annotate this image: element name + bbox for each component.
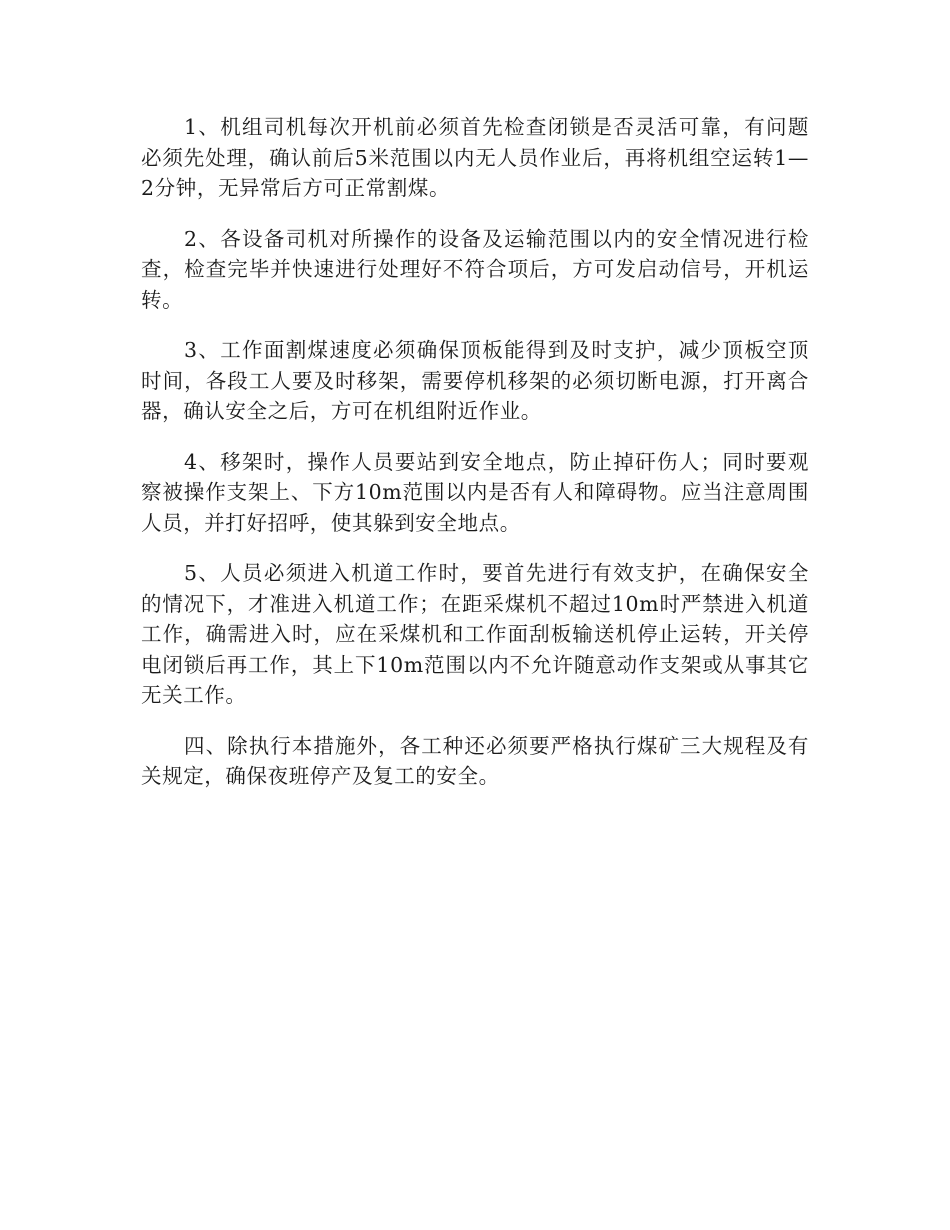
paragraph-5: 5、人员必须进入机道工作时，要首先进行有效支护，在确保安全的情况下，才准进入机道工作；在距采煤机不超过10m时严禁进入机道工作，确需进入时，应在采煤机和工作面刮板输送机停止运转，开关停电闭锁后再工作，其上下10m范围以内不允许随意动作支架或从事其它无关工作。 <box>141 561 809 707</box>
paragraph-4: 4、移架时，操作人员要站到安全地点，防止掉矸伤人；同时要观察被操作支架上、下方10m范围以内是否有人和障碍物。应当注意周围人员，并打好招呼，使其躲到安全地点。 <box>141 449 809 535</box>
paragraph-3: 3、工作面割煤速度必须确保顶板能得到及时支护，减少顶板空顶时间，各段工人要及时移架，需要停机移架的必须切断电源，打开离合器，确认安全之后，方可在机组附近作业。 <box>141 338 809 423</box>
paragraph-closing: 四、除执行本措施外，各工种还必须要严格执行煤矿三大规程及有关规定，确保夜班停产及复工的安全。 <box>141 733 809 788</box>
document-body <box>141 112 809 812</box>
paragraph-2: 2、各设备司机对所操作的设备及运输范围以内的安全情况进行检查，检查完毕并快速进行处理好不符合项后，方可发启动信号，开机运转。 <box>141 226 809 312</box>
paragraph-1: 1、机组司机每次开机前必须首先检查闭锁是否灵活可靠，有问题必须先处理，确认前后5米范围以内无人员作业后，再将机组空运转1—2分钟，无异常后方可正常割煤。 <box>141 115 809 200</box>
